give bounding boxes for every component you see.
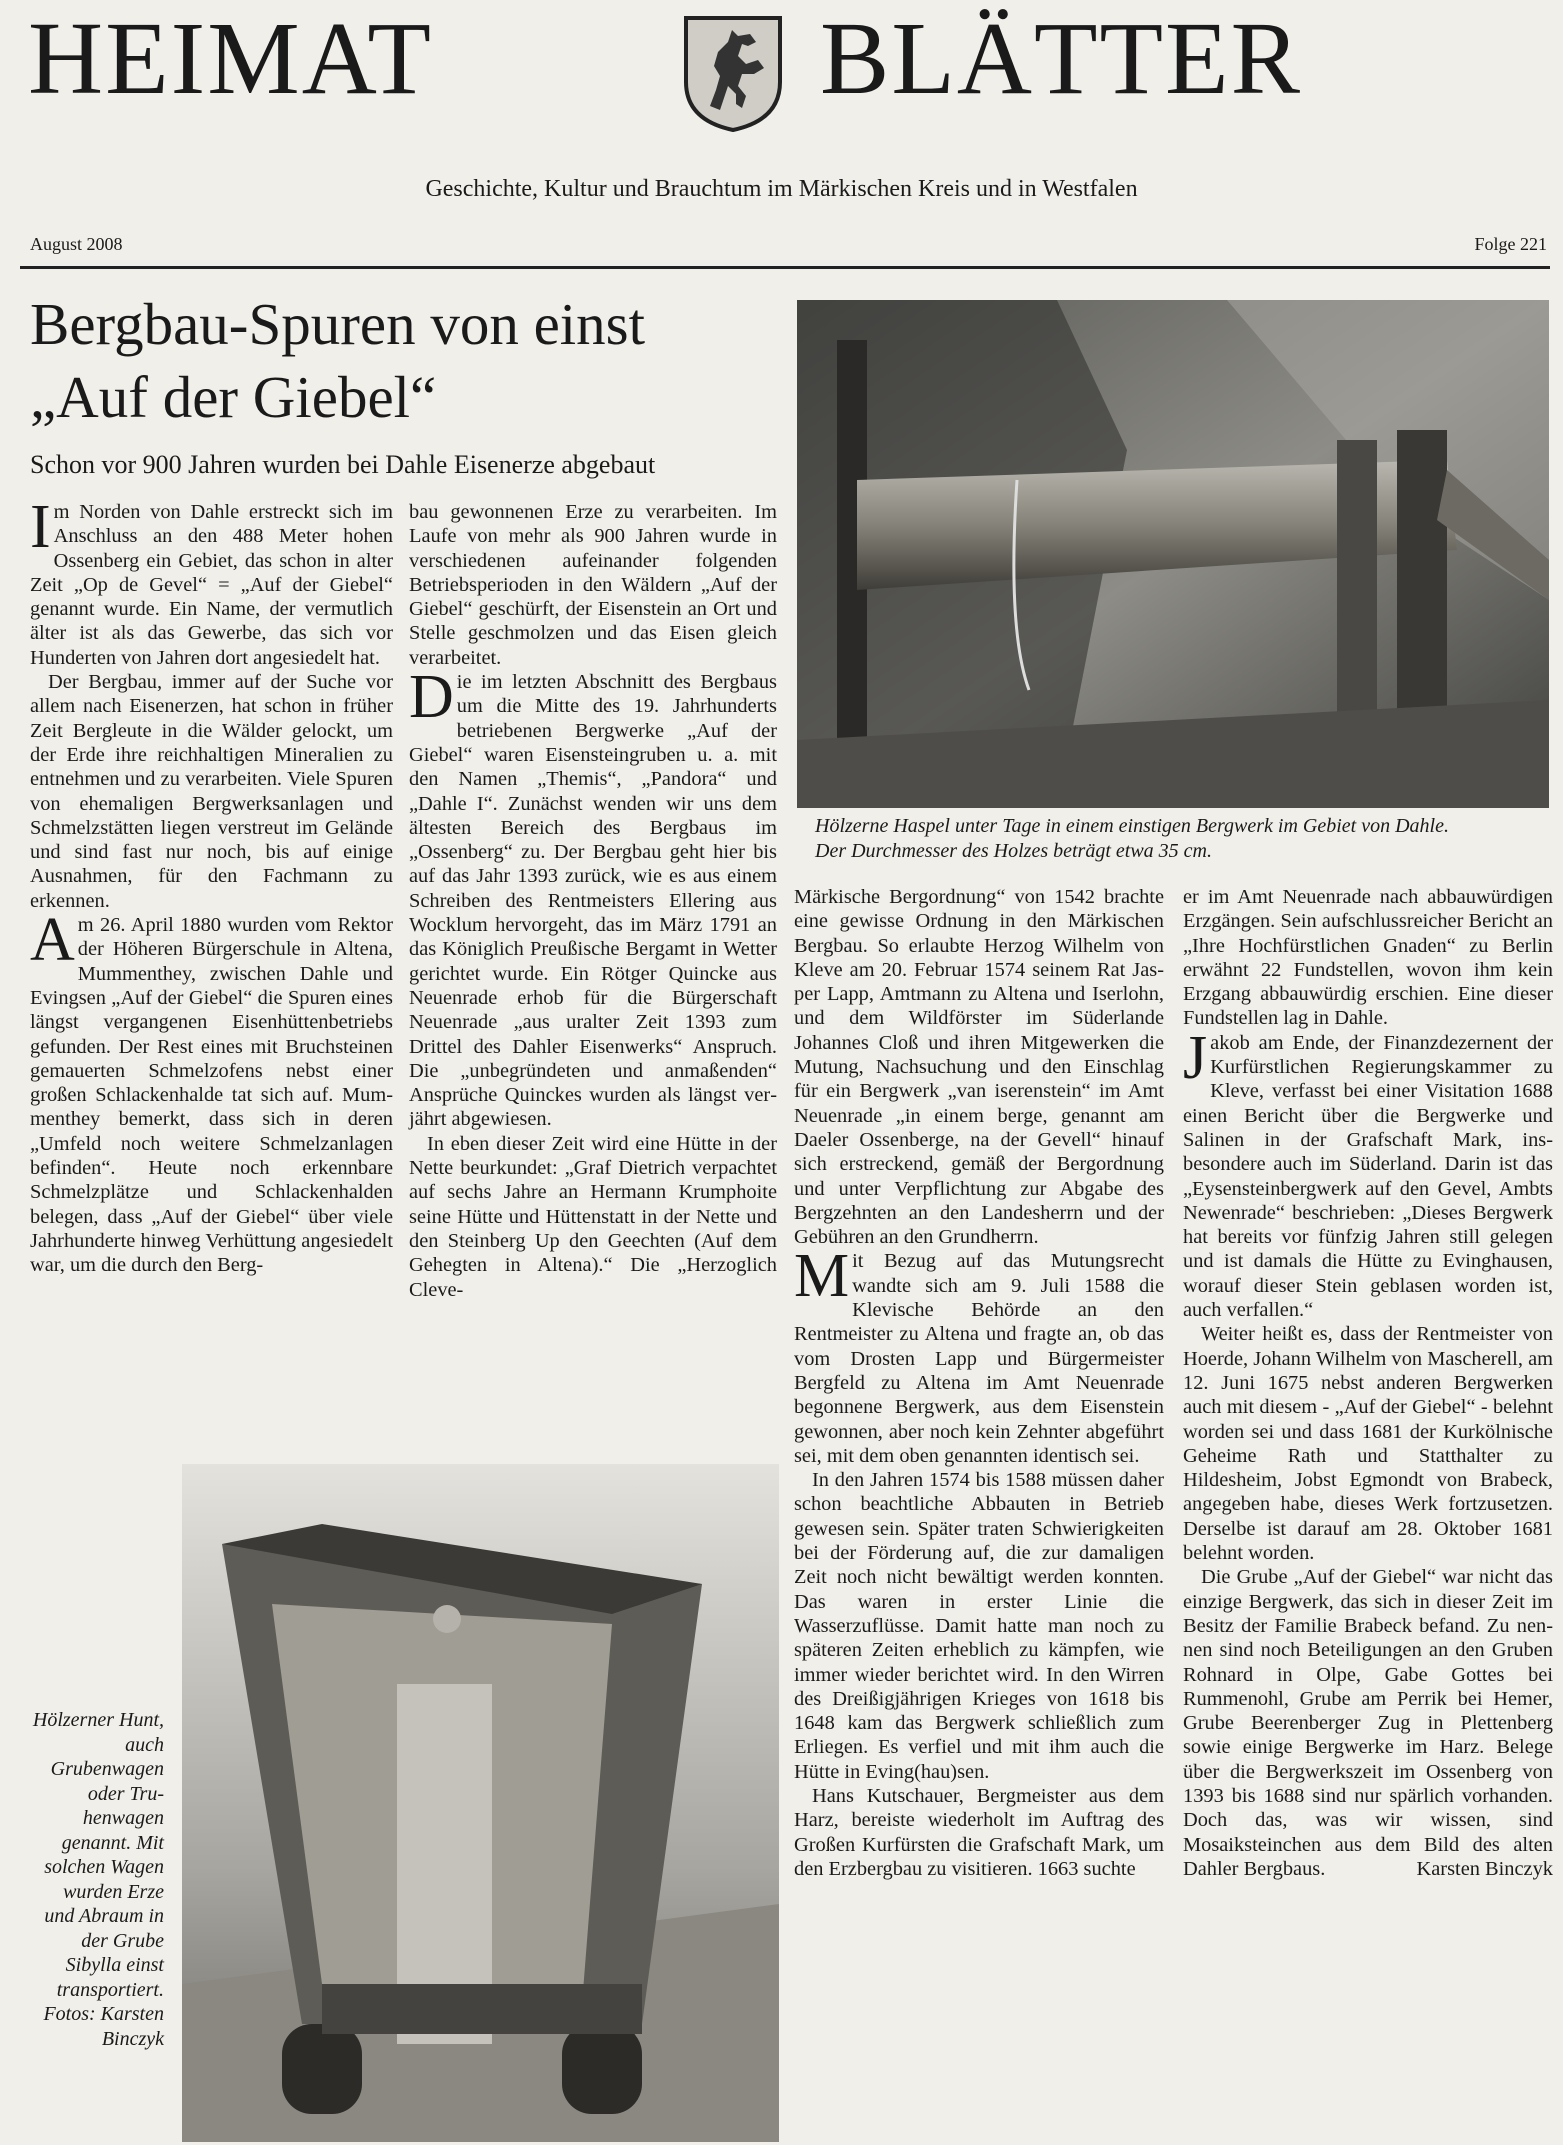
paragraph: Am 26. April 1880 wurden vom Rektor der Höheren Bürgerschule in Altena, Mummenthey, zwischen Dahle und Evingsen „Auf der Giebel“ die Spuren eines längst vergangenen Eisenhüttenbetriebs gefunden. Der Rest eines mit Bruchsteinen gemauerten Schmelzofens nebst einer großen Schlackenhalde tat sich auf. Mummenthey bemerkt, dass sich in deren „Umfeld noch weitere Schmelzanlagen befinden“. Heute noch erkennbare Schmelzplätze und Schlackenhalden belegen, dass „Auf der Giebel“ über viele Jahrhunderte hinweg Verhüttung angesiedelt war, um die durch den Berg- (30, 906, 393, 1277)
issue-date: August 2008 (30, 234, 123, 254)
drop-cap: M (794, 1242, 850, 1311)
photo-caption-windlass: Hölzerne Haspel unter Tage in einem einstigen Bergwerk im Gebiet von Dahle. Der Durchmesser des Holzes beträgt etwa 35 cm. (815, 815, 1449, 862)
article-byline: Karsten Binczyk (1416, 1857, 1553, 1880)
paragraph: Märkische Bergordnung“ von 1542 brachte eine gewisse Ordnung in den Märkischen Bergbau. So erlaubte Herzog Wilhelm von Kleve am 20. Februar 1574 seinem Rat Jasper Lapp, Amtmann zu Altena und Iserlohn, und dem Wildförster im Süderlande Johannes Cloß und ihren Mitgewerken die Mutung, Nachsuchung und den Einschlag für ein Bergwerk „van iserenstein“ im Amt Neuenrade „in einem berge, genannt am Daeler Ossenberge, na der Gevell“ hinauf sich erstreckend, gemäß der Bergordnung und unter Verpflichtung zur Abgabe des Bergzehnten an den Landesherrn und der Gebühren an den Grundherrn. (794, 886, 1164, 1249)
paragraph: bau gewonnenen Erze zu verarbeiten. Im Laufe von mehr als 900 Jahren wurde in verschiedenen aufeinander folgenden Betriebsperioden in den Wäldern „Auf der Giebel“ geschürft, der Eisenstein an Ort und Stelle geschmolzen und das Eisen gleich verarbeitet. (409, 501, 777, 669)
masthead-title-right: BLÄTTER (820, 1, 1302, 116)
drop-cap: A (30, 906, 75, 975)
article-column-3 (794, 885, 1164, 1881)
headline-line-1: Bergbau-Spuren von einst (30, 291, 646, 357)
paragraph: Im Norden von Dahle erstreckt sich im Anschluss an den 488 Meter hohen Ossenberg ein Gebiet, das schon in alter Zeit „Op de Gevel“ = „Auf der Giebel“ genannt wurde. Ein Name, der vermutlich älter ist als das Gewerbe, das sich vor Hunderten von Jahren dort angesiedelt hat. (30, 493, 393, 669)
paragraph: In eben dieser Zeit wird eine Hütte in der Nette beurkundet: „Graf Dietrich verpachtet auf sechs Jahre an Hermann Krumphoite seine Hütte und Hüttenstatt in der Nette und den Steinberg Up den Geechten (Auf dem Gehegten in Altena).“ Die „Herzoglich Cleve- (409, 1132, 777, 1301)
paragraph: In den Jahren 1574 bis 1588 müssen daher schon beachtliche Abbauten in Betrieb gewesen sein. Später traten Schwierigkeiten bei der Förderung auf, die zur damaligen Zeit noch nicht bewältigt werden konnten. Das waren in erster Linie die Wasserzuflüsse. Damit hatte man noch zu späteren Zeiten erheblich zu kämpfen, wie immer wieder berichtet wird. In den Wirren des Dreißigjährigen Krieges von 1618 bis 1648 kam das Bergwerk schließlich zum Erliegen. Es verfiel und mit ihm auch die Hütte in Eving(hau)sen. (794, 1469, 1164, 1783)
photo-mine-cart (182, 1464, 779, 2142)
paragraph: Die im letzten Abschnitt des Bergbaus um die Mitte des 19. Jahrhunderts betriebenen Bergwerke „Auf der Giebel“ waren Eisensteingruben u. a. mit den Namen „Themis“, „Pandora“ und „Dahle I“. Zunächst wenden wir uns dem ältesten Bereich des Bergbaus im „Ossenberg“ zu. Der Bergbau geht hier bis auf das Jahr 1393 zurück, wie es aus einem Schreiben des Rentmeisters Ellering aus Wocklum hervorgeht, das im März 1791 an das Königlich Preußische Bergamt in Wetter gerichtet wurde. Ein Rötger Quincke aus Neuenrade erhob für die Bürgerschaft Neuenrade „aus uralter Zeit 1393 zum Drittel des Dahler Eisenwerks“ Anspruch. Die „unbegründeten und anmaßenden“ Ansprüche Quinckes wurden als längst verjährt abgewiesen. (409, 663, 777, 1131)
article-column-1 (30, 493, 393, 1278)
article-headline (30, 288, 790, 434)
issue-number: Folge 221 (1474, 234, 1547, 254)
masthead-title-left: HEIMAT (28, 1, 433, 116)
article-column-4 (1183, 885, 1553, 1881)
paragraph: Jakob am Ende, der Finanzdezernent der Kurfürstlichen Regierungskammer zu Kleve, verfasst bei einer Visitation 1688 einen Bericht über die Bergwerke und Salinen in der Grafschaft Mark, insbesondere auch im Süderland. Darin ist das „Eysensteinbergwerk auf den Gevel, Ambts Newenrade“ beschrieben: „Dieses Bergwerk hat bereits vor fünfzig Jahren still gelegen und ist damals die Hütte zu Evinghausen, worauf dieser Stein geblasen worden ist, auch verfallen.“ (1183, 1023, 1553, 1322)
coat-of-arms-horse-icon (680, 12, 786, 134)
paragraph: er im Amt Neuenrade nach abbauwürdigen Erzgängen. Sein aufschlussreicher Bericht an „Ihre Hochfürstlichen Gnaden“ zu Berlin erwähnt 22 Fundstellen, wovon ihm kein Erzgang abbauwürdig erschien. Eine dieser Fundstellen lag in Dahle. (1183, 886, 1553, 1030)
headline-line-2: „Auf der Giebel“ (30, 364, 437, 430)
paragraph: Die Grube „Auf der Giebel“ war nicht das einzige Bergwerk, das sich in dieser Zeit im Besitz der Familie Brabeck befand. Zu nennen sind noch Beteiligungen an den Gruben Rohnard in Olpe, Gabe Gottes bei Rummenohl, Grube am Perrik bei Hemer, Grube Beerenberger Zug in Plettenberg sowie einige Bergwerke im Harz. Belege über die Bergwerkszeit im Ossenberg von 1393 bis 1688 sind nur spärlich vorhanden. Doch das, was wir wissen, sind Mosaiksteinchen aus dem Bild des alten Dahler Bergbaus. Karsten Binczyk (1183, 1566, 1553, 1880)
paragraph: Der Bergbau, immer auf der Suche vor allem nach Eisenerzen, hat schon in früher Zeit Bergleute in die Wälder gelockt, um der Erde ihre reichhaltigen Mineralien zu entnehmen und zu verarbeiten. Viele Spuren von ehemaligen Bergwerksanlagen und Schmelzstätten liegen verstreut im Gelände und sind fast nur noch, bis auf einige Ausnahmen, für den Fachmann zu erkennen. (30, 671, 393, 912)
paragraph: Hans Kutschauer, Bergmeister aus dem Harz, bereiste wiederholt im Auftrag des Großen Kurfürsten die Grafschaft Mark, um den Erzbergbau zu visitieren. 1663 suchte (794, 1784, 1164, 1880)
header-divider (20, 266, 1550, 269)
photo-caption-mine-cart: Hölzerner Hunt, auch Grubenwagen oder Truhenwagen genannt. Mit solchen Wagen wurden Erze und Abraum in der Grube Sibylla einst transportiert. Fotos: Karsten Binczyk (32, 1709, 164, 2050)
paragraph: Weiter heißt es, dass der Rentmeister von Hoerde, Johann Wilhelm von Mascherell, am 12. Juni 1675 nebst anderen Bergwerken auch mit diesem - „Auf der Giebel“ - belehnt worden sei und dass 1681 der Kurkölnische Geheime Rath und Statthalter zu Hildesheim, Jobst Egmondt von Brabeck, angegeben habe, dieses Werk fortzusetzen. Derselbe ist darauf am 28. Oktober 1681 belehnt worden. (1183, 1323, 1553, 1565)
article-column-2 (409, 500, 777, 1302)
paragraph: Mit Bezug auf das Mutungsrecht wandte sich am 9. Juli 1588 die Klevische Behörde an den Rentmeister zu Altena und fragte an, ob das vom Drosten Lapp und Bürgermeister Bergfeld zu Altena im Amt Neuenrade begonnene Bergwerk, aus dem Eisenstein gewonnen, aber noch kein Zehnter abgeführt sei, mit dem oben genannten identisch sei. (794, 1242, 1164, 1467)
article-subheadline: Schon vor 900 Jahren wurden bei Dahle Eisenerze abgebaut (30, 450, 656, 479)
photo-wooden-windlass (797, 300, 1549, 808)
drop-cap: I (30, 493, 51, 561)
masthead-tagline: Geschichte, Kultur und Brauchtum im Märkischen Kreis und in Westfalen (425, 176, 1138, 202)
drop-cap: D (409, 663, 454, 732)
drop-cap: J (1183, 1023, 1208, 1092)
